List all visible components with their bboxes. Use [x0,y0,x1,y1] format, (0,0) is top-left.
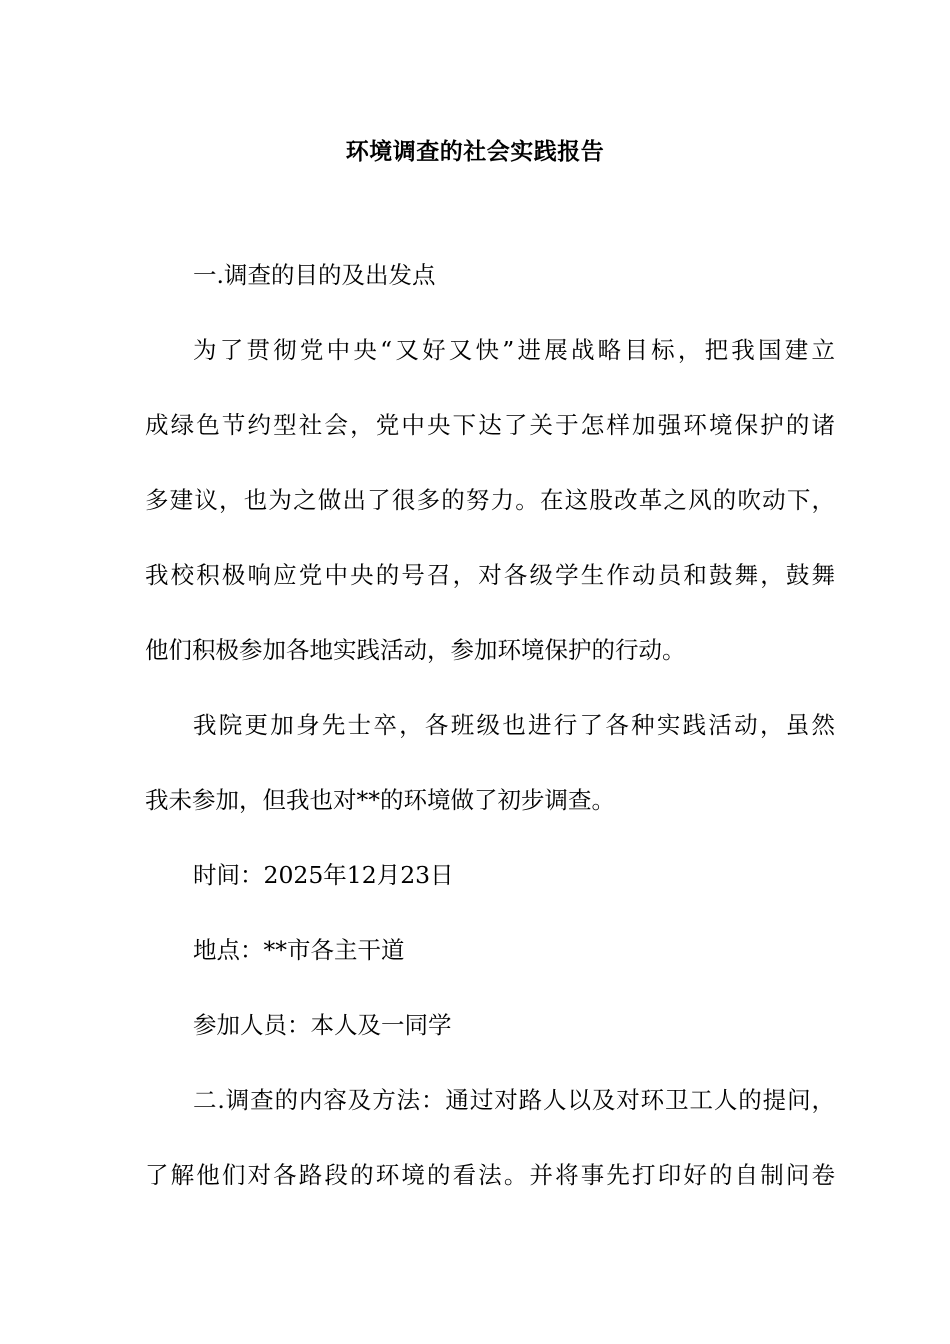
section-heading-1: 一.调查的目的及出发点 [193,261,436,289]
survey-time: 时间：2025年12月23日 [193,861,454,889]
paragraph-1-line-5: 他们积极参加各地实践活动，参加环境保护的行动。 [145,636,686,664]
document-body [145,257,835,1232]
paragraph-3-line-1: 了解他们对各路段的环境的看法。并将事先打印好的自制问卷 [145,1161,835,1189]
survey-location: 地点：**市各主干道 [193,936,405,964]
paragraph-1-line-2: 成绿色节约型社会，党中央下达了关于怎样加强环境保护的诸 [145,411,835,439]
survey-participants: 参加人员：本人及一同学 [193,1011,452,1039]
paragraph-1-line-3: 多建议，也为之做出了很多的努力。在这股改革之风的吹动下， [145,486,835,514]
paragraph-2-line-1: 我院更加身先士卒，各班级也进行了各种实践活动，虽然 [193,711,835,739]
section-heading-2: 二.调查的内容及方法：通过对路人以及对环卫工人的提问， [193,1086,835,1114]
document-title: 环境调查的社会实践报告 [345,139,605,165]
paragraph-2-line-2: 我未参加，但我也对**的环境做了初步调查。 [145,786,615,814]
paragraph-1-line-1: 为了贯彻党中央“又好又快”进展战略目标，把我国建立 [193,336,835,364]
paragraph-1-line-4: 我校积极响应党中央的号召，对各级学生作动员和鼓舞，鼓舞 [145,561,835,589]
